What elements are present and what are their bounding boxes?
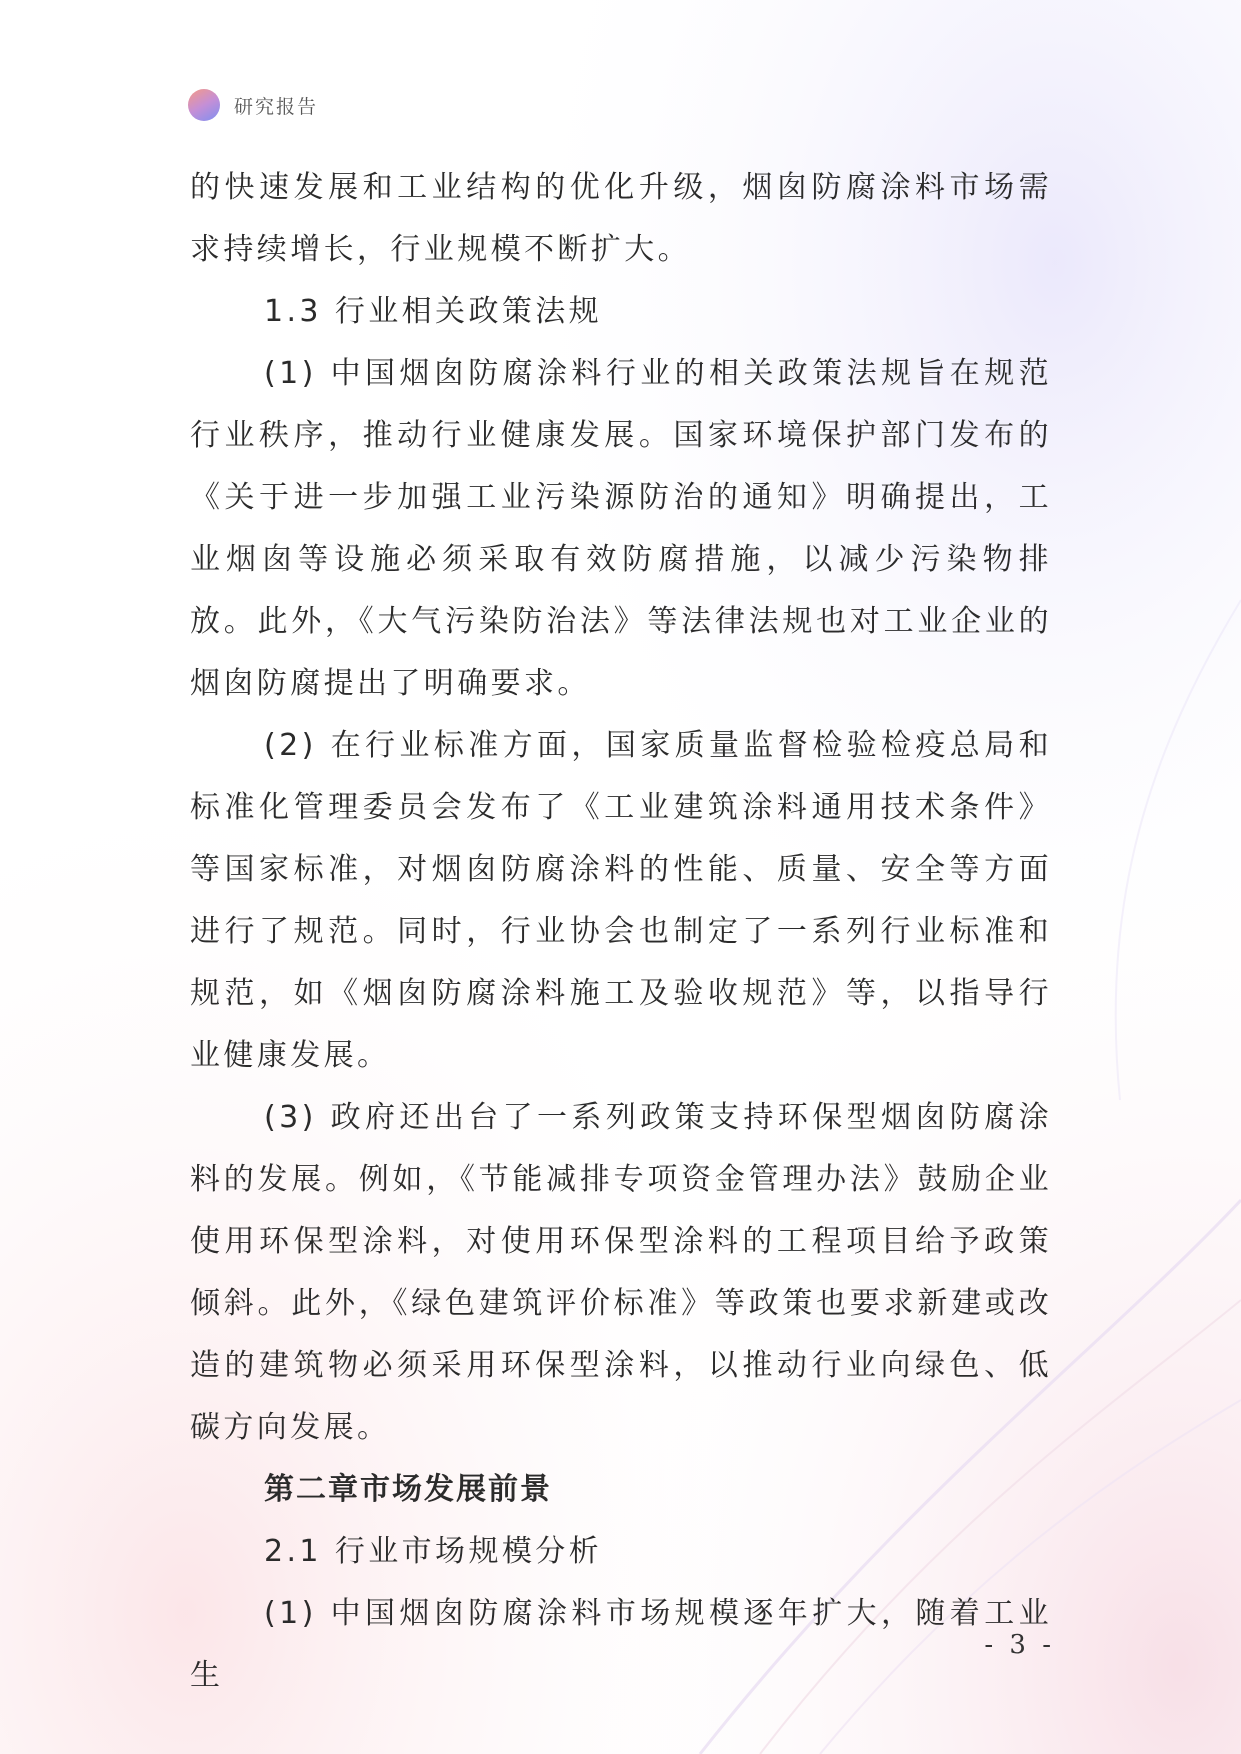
- header-title: 研究报告: [234, 95, 319, 118]
- section-heading-1-3: 1.3 行业相关政策法规: [264, 294, 603, 329]
- paragraph-policy-2: (2) 在行业标准方面，国家质量监督检验检疫总局和标准化管理委员会发布了《工业建筑涂料通用技术条件》等国家标准，对烟囱防腐涂料的性能、质量、安全等方面进行了规范。同时，行业协会也制定了一系列行业标准和规范，如《烟囱防腐涂料施工及验收规范》等，以指导行业健康发展。: [190, 728, 1052, 1073]
- paragraph-continuation: 的快速发展和工业结构的优化升级，烟囱防腐涂料市场需求持续增长，行业规模不断扩大。: [190, 170, 1052, 267]
- paragraph-policy-1: (1) 中国烟囱防腐涂料行业的相关政策法规旨在规范行业秩序，推动行业健康发展。国家环境保护部门发布的《关于进一步加强工业污染源防治的通知》明确提出，工业烟囱等设施必须采取有效防腐措施，以减少污染物排放。此外，《大气污染防治法》等法律法规也对工业企业的烟囱防腐提出了明确要求。: [190, 356, 1052, 701]
- document-body: [190, 157, 1052, 1707]
- chapter-heading-2: 第二章市场发展前景: [264, 1472, 552, 1507]
- report-header: [188, 88, 318, 122]
- page-number: - 3 -: [984, 1630, 1055, 1660]
- paragraph-policy-3: (3) 政府还出台了一系列政策支持环保型烟囱防腐涂料的发展。例如，《节能减排专项资金管理办法》鼓励企业使用环保型涂料，对使用环保型涂料的工程项目给予政策倾斜。此外，《绿色建筑评价标准》等政策也要求新建或改造的建筑物必须采用环保型涂料，以推动行业向绿色、低碳方向发展。: [190, 1100, 1052, 1445]
- paragraph-market-1: (1) 中国烟囱防腐涂料市场规模逐年扩大，随着工业生: [190, 1596, 1052, 1693]
- report-logo-icon: [188, 89, 220, 121]
- section-heading-2-1: 2.1 行业市场规模分析: [264, 1534, 603, 1569]
